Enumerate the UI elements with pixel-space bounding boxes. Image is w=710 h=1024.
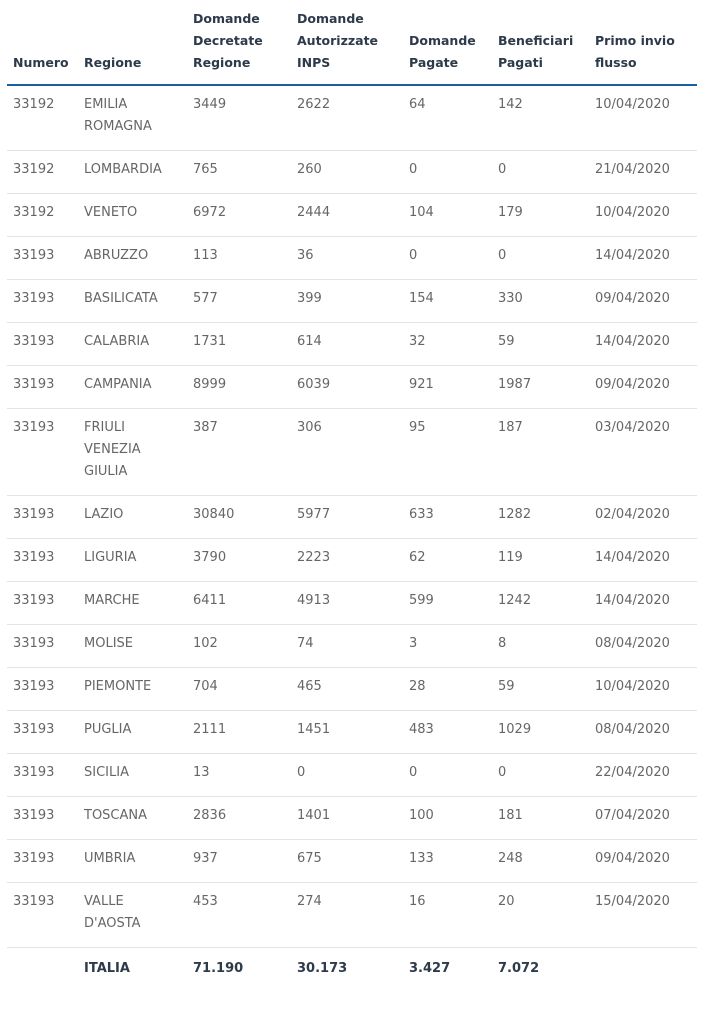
cell-beneficiari-pagati: 248 — [492, 840, 589, 883]
cell-numero: 33192 — [7, 194, 78, 237]
table-row — [7, 85, 697, 151]
cell-regione: MOLISE — [78, 625, 187, 668]
cell-domande-autorizzate: 306 — [291, 409, 403, 496]
cell-domande-autorizzate: 399 — [291, 280, 403, 323]
table-row — [7, 280, 697, 323]
cell-regione: EMILIA ROMAGNA — [78, 85, 187, 151]
cell-domande-autorizzate: 0 — [291, 754, 403, 797]
cell-domande-decretate: 6411 — [187, 582, 291, 625]
cell-regione: BASILICATA — [78, 280, 187, 323]
cell-primo-invio: 08/04/2020 — [589, 625, 697, 668]
cell-domande-decretate: 113 — [187, 237, 291, 280]
cell-domande-pagate: 483 — [403, 711, 492, 754]
cell-beneficiari-pagati: 1987 — [492, 366, 589, 409]
cell-domande-decretate: 1731 — [187, 323, 291, 366]
table-row — [7, 194, 697, 237]
total-cell-numero — [7, 948, 78, 993]
total-cell-regione: ITALIA — [84, 961, 130, 976]
total-cell-domande-decretate: 71.190 — [193, 961, 244, 976]
header-regione: Regione — [84, 55, 142, 70]
cell-primo-invio: 14/04/2020 — [589, 582, 697, 625]
header-beneficiari-pagati: Beneficiari Pagati — [498, 33, 574, 70]
cell-domande-decretate: 2111 — [187, 711, 291, 754]
cell-primo-invio: 14/04/2020 — [589, 237, 697, 280]
cell-beneficiari-pagati: 179 — [492, 194, 589, 237]
cell-domande-decretate: 30840 — [187, 496, 291, 539]
cell-domande-decretate: 387 — [187, 409, 291, 496]
cell-domande-autorizzate: 614 — [291, 323, 403, 366]
cell-numero: 33193 — [7, 323, 78, 366]
cell-domande-pagate: 28 — [403, 668, 492, 711]
header-domande-decretate: Domande Decretate Regione — [193, 11, 263, 70]
cell-regione: LIGURIA — [78, 539, 187, 582]
cell-beneficiari-pagati: 0 — [492, 754, 589, 797]
cell-numero: 33193 — [7, 668, 78, 711]
cell-regione: LOMBARDIA — [78, 151, 187, 194]
cell-domande-pagate: 0 — [403, 754, 492, 797]
table-row — [7, 625, 697, 668]
cell-regione: UMBRIA — [78, 840, 187, 883]
cell-numero: 33193 — [7, 840, 78, 883]
table-row — [7, 797, 697, 840]
cell-primo-invio: 21/04/2020 — [589, 151, 697, 194]
cell-beneficiari-pagati: 0 — [492, 237, 589, 280]
cell-domande-decretate: 453 — [187, 883, 291, 948]
cell-primo-invio: 15/04/2020 — [589, 883, 697, 948]
cell-beneficiari-pagati: 0 — [492, 151, 589, 194]
table-row — [7, 237, 697, 280]
cell-regione: TOSCANA — [78, 797, 187, 840]
cell-primo-invio: 14/04/2020 — [589, 539, 697, 582]
cell-regione: PIEMONTE — [78, 668, 187, 711]
cell-beneficiari-pagati: 8 — [492, 625, 589, 668]
cell-domande-autorizzate: 36 — [291, 237, 403, 280]
table-row — [7, 711, 697, 754]
cell-domande-pagate: 32 — [403, 323, 492, 366]
cell-domande-pagate: 95 — [403, 409, 492, 496]
cell-numero: 33193 — [7, 496, 78, 539]
cell-domande-pagate: 921 — [403, 366, 492, 409]
table-row — [7, 883, 697, 948]
cell-regione: SICILIA — [78, 754, 187, 797]
cell-primo-invio: 08/04/2020 — [589, 711, 697, 754]
cell-regione: VALLE D'AOSTA — [78, 883, 187, 948]
cell-primo-invio: 22/04/2020 — [589, 754, 697, 797]
cell-beneficiari-pagati: 1282 — [492, 496, 589, 539]
cell-domande-decretate: 3790 — [187, 539, 291, 582]
cell-domande-autorizzate: 465 — [291, 668, 403, 711]
cell-domande-autorizzate: 274 — [291, 883, 403, 948]
cell-regione: CALABRIA — [78, 323, 187, 366]
cell-domande-pagate: 16 — [403, 883, 492, 948]
cell-numero: 33193 — [7, 754, 78, 797]
cell-domande-autorizzate: 1451 — [291, 711, 403, 754]
table-row — [7, 366, 697, 409]
table-row — [7, 668, 697, 711]
header-domande-autorizzate: Domande Autorizzate INPS — [297, 11, 379, 70]
cell-domande-pagate: 64 — [403, 85, 492, 151]
cell-domande-autorizzate: 6039 — [291, 366, 403, 409]
cell-domande-decretate: 13 — [187, 754, 291, 797]
cell-domande-autorizzate: 1401 — [291, 797, 403, 840]
table-row — [7, 539, 697, 582]
cell-beneficiari-pagati: 59 — [492, 323, 589, 366]
table-row — [7, 754, 697, 797]
cell-regione: VENETO — [78, 194, 187, 237]
cell-beneficiari-pagati: 20 — [492, 883, 589, 948]
cell-domande-autorizzate: 5977 — [291, 496, 403, 539]
cell-domande-decretate: 765 — [187, 151, 291, 194]
cell-primo-invio: 09/04/2020 — [589, 280, 697, 323]
cell-beneficiari-pagati: 59 — [492, 668, 589, 711]
cell-beneficiari-pagati: 187 — [492, 409, 589, 496]
cell-numero: 33192 — [7, 151, 78, 194]
cell-primo-invio: 14/04/2020 — [589, 323, 697, 366]
cell-beneficiari-pagati: 1242 — [492, 582, 589, 625]
cell-domande-decretate: 6972 — [187, 194, 291, 237]
cell-domande-decretate: 937 — [187, 840, 291, 883]
cell-regione: FRIULI VENEZIA GIULIA — [78, 409, 187, 496]
cell-beneficiari-pagati: 142 — [492, 85, 589, 151]
cell-primo-invio: 02/04/2020 — [589, 496, 697, 539]
cell-primo-invio: 09/04/2020 — [589, 366, 697, 409]
cell-beneficiari-pagati: 119 — [492, 539, 589, 582]
cell-domande-decretate: 102 — [187, 625, 291, 668]
cell-beneficiari-pagati: 1029 — [492, 711, 589, 754]
cell-domande-pagate: 0 — [403, 151, 492, 194]
total-cell-domande-pagate: 3.427 — [409, 961, 451, 976]
cell-primo-invio: 10/04/2020 — [589, 85, 697, 151]
cell-domande-pagate: 633 — [403, 496, 492, 539]
table-row — [7, 582, 697, 625]
cell-primo-invio: 09/04/2020 — [589, 840, 697, 883]
table-header — [7, 8, 697, 85]
cell-domande-pagate: 0 — [403, 237, 492, 280]
cell-domande-pagate: 104 — [403, 194, 492, 237]
cell-domande-pagate: 154 — [403, 280, 492, 323]
total-cell-beneficiari-pagati: 7.072 — [498, 961, 540, 976]
cell-domande-pagate: 100 — [403, 797, 492, 840]
cell-beneficiari-pagati: 181 — [492, 797, 589, 840]
cell-regione: PUGLIA — [78, 711, 187, 754]
cell-regione: LAZIO — [78, 496, 187, 539]
data-table — [7, 8, 697, 992]
table-body — [7, 85, 697, 992]
cell-domande-decretate: 577 — [187, 280, 291, 323]
cell-numero: 33193 — [7, 366, 78, 409]
cell-numero: 33193 — [7, 539, 78, 582]
cell-numero: 33193 — [7, 582, 78, 625]
cell-numero: 33193 — [7, 409, 78, 496]
total-row — [7, 948, 697, 993]
cell-regione: CAMPANIA — [78, 366, 187, 409]
cell-domande-decretate: 3449 — [187, 85, 291, 151]
cell-numero: 33192 — [7, 85, 78, 151]
cell-regione: ABRUZZO — [78, 237, 187, 280]
cell-domande-decretate: 2836 — [187, 797, 291, 840]
cell-primo-invio: 03/04/2020 — [589, 409, 697, 496]
header-row — [7, 8, 697, 85]
cell-domande-autorizzate: 2444 — [291, 194, 403, 237]
cell-domande-autorizzate: 4913 — [291, 582, 403, 625]
header-domande-pagate: Domande Pagate — [409, 33, 476, 70]
table-row — [7, 840, 697, 883]
cell-primo-invio: 07/04/2020 — [589, 797, 697, 840]
cell-numero: 33193 — [7, 711, 78, 754]
total-cell-domande-autorizzate: 30.173 — [297, 961, 348, 976]
cell-numero: 33193 — [7, 280, 78, 323]
cell-domande-autorizzate: 675 — [291, 840, 403, 883]
table-row — [7, 323, 697, 366]
cell-numero: 33193 — [7, 237, 78, 280]
cell-domande-autorizzate: 74 — [291, 625, 403, 668]
cell-domande-pagate: 599 — [403, 582, 492, 625]
cell-domande-autorizzate: 2622 — [291, 85, 403, 151]
cell-domande-pagate: 133 — [403, 840, 492, 883]
cell-domande-decretate: 704 — [187, 668, 291, 711]
cell-domande-pagate: 3 — [403, 625, 492, 668]
table-row — [7, 409, 697, 496]
cell-regione: MARCHE — [78, 582, 187, 625]
cell-domande-decretate: 8999 — [187, 366, 291, 409]
cell-numero: 33193 — [7, 797, 78, 840]
cell-domande-autorizzate: 2223 — [291, 539, 403, 582]
cell-primo-invio: 10/04/2020 — [589, 194, 697, 237]
table-row — [7, 496, 697, 539]
cell-primo-invio: 10/04/2020 — [589, 668, 697, 711]
cell-beneficiari-pagati: 330 — [492, 280, 589, 323]
total-cell-primo-invio — [589, 948, 697, 993]
header-primo-invio: Primo invio flusso — [595, 33, 675, 70]
cell-domande-pagate: 62 — [403, 539, 492, 582]
cell-numero: 33193 — [7, 883, 78, 948]
table-row — [7, 151, 697, 194]
header-numero: Numero — [13, 55, 69, 70]
cell-domande-autorizzate: 260 — [291, 151, 403, 194]
cell-numero: 33193 — [7, 625, 78, 668]
